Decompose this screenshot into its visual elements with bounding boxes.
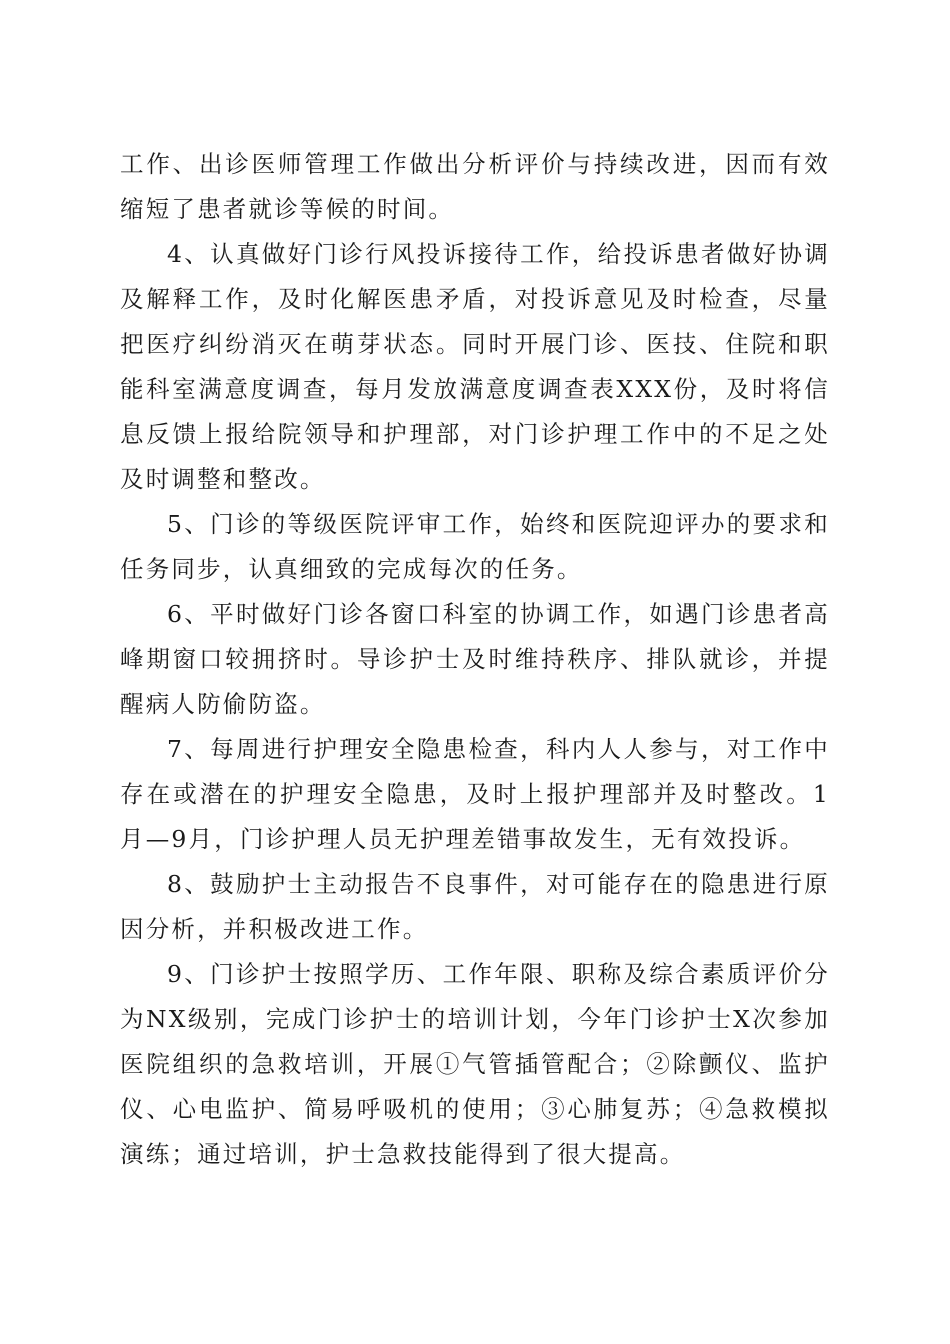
paragraph-item-6: 6、平时做好门诊各窗口科室的协调工作，如遇门诊患者高峰期窗口较拥挤时。导诊护士及时维持秩序、排队就诊，并提醒病人防偷防盗。: [120, 600, 830, 718]
document-body: [120, 142, 830, 1177]
paragraph-continuation: 工作、出诊医师管理工作做出分析评价与持续改进，因而有效缩短了患者就诊等候的时间。: [120, 150, 830, 223]
paragraph-item-4: 4、认真做好门诊行风投诉接待工作，给投诉患者做好协调及解释工作，及时化解医患矛盾，对投诉意见及时检查，尽量把医疗纠纷消灭在萌芽状态。同时开展门诊、医技、住院和职能科室满意度调查，每月发放满意度调查表XXX份，及时将信息反馈上报给院领导和护理部，对门诊护理工作中的不足之处及时调整和整改。: [120, 240, 830, 493]
paragraph-item-9: 9、门诊护士按照学历、工作年限、职称及综合素质评价分为NX级别，完成门诊护士的培训计划，今年门诊护士X次参加医院组织的急救培训，开展①气管插管配合；②除颤仪、监护仪、心电监护、简易呼吸机的使用；③心肺复苏；④急救模拟演练；通过培训，护士急救技能得到了很大提高。: [120, 960, 830, 1168]
paragraph-item-8: 8、鼓励护士主动报告不良事件，对可能存在的隐患进行原因分析，并积极改进工作。: [120, 870, 830, 943]
paragraph-item-7: 7、每周进行护理安全隐患检查，科内人人参与，对工作中存在或潜在的护理安全隐患，及时上报护理部并及时整改。1月—9月，门诊护理人员无护理差错事故发生，无有效投诉。: [120, 735, 830, 853]
paragraph-item-5: 5、门诊的等级医院评审工作，始终和医院迎评办的要求和任务同步，认真细致的完成每次的任务。: [120, 510, 830, 583]
